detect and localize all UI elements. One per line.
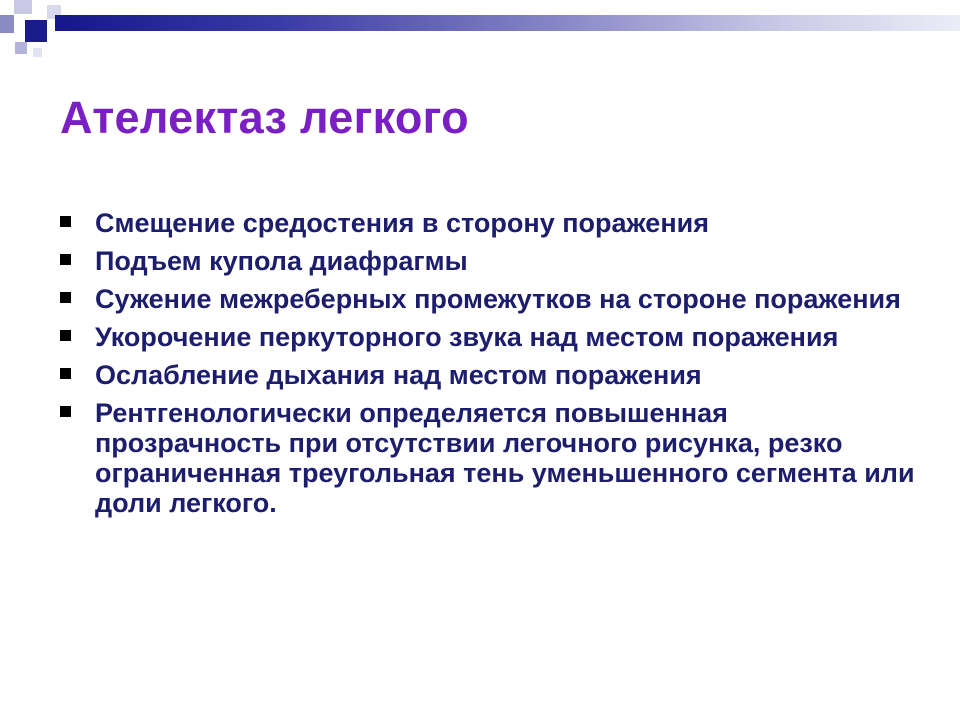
bullet-item: [58, 284, 918, 314]
bullet-item: [58, 322, 918, 352]
bullet-item: [58, 246, 918, 276]
bullet-text: Рентгенологически определяется повышенная прозрачность при отсутствии легочного рисунка, резко ограниченная треугольная тень уменьшенного сегмента или доли легкого.: [95, 398, 915, 518]
slide-title: Ателектаз легкого: [60, 92, 469, 143]
decorative-square: [33, 48, 42, 57]
decorative-square: [14, 0, 32, 14]
bullet-text: Ослабление дыхания над местом поражения: [95, 360, 702, 390]
decorative-square: [15, 42, 27, 54]
bullet-text: Сужение межреберных промежутков на стороне поражения: [95, 284, 901, 314]
square-bullet-icon: [60, 330, 71, 341]
bullet-text: Подъем купола диафрагмы: [95, 246, 468, 276]
bullet-item: [58, 208, 918, 238]
square-bullet-icon: [60, 216, 71, 227]
header-gradient-bar: [55, 15, 960, 31]
square-bullet-icon: [60, 368, 71, 379]
square-bullet-icon: [60, 406, 71, 417]
bullet-item: [58, 398, 918, 518]
bullet-list: [58, 208, 918, 526]
bullet-item: [58, 360, 918, 390]
bullet-text: Смещение средостения в сторону поражения: [95, 208, 709, 238]
square-bullet-icon: [60, 254, 71, 265]
decorative-square: [25, 20, 47, 42]
bullet-text: Укорочение перкуторного звука над местом поражения: [95, 322, 839, 352]
decorative-square: [0, 15, 14, 33]
square-bullet-icon: [60, 292, 71, 303]
